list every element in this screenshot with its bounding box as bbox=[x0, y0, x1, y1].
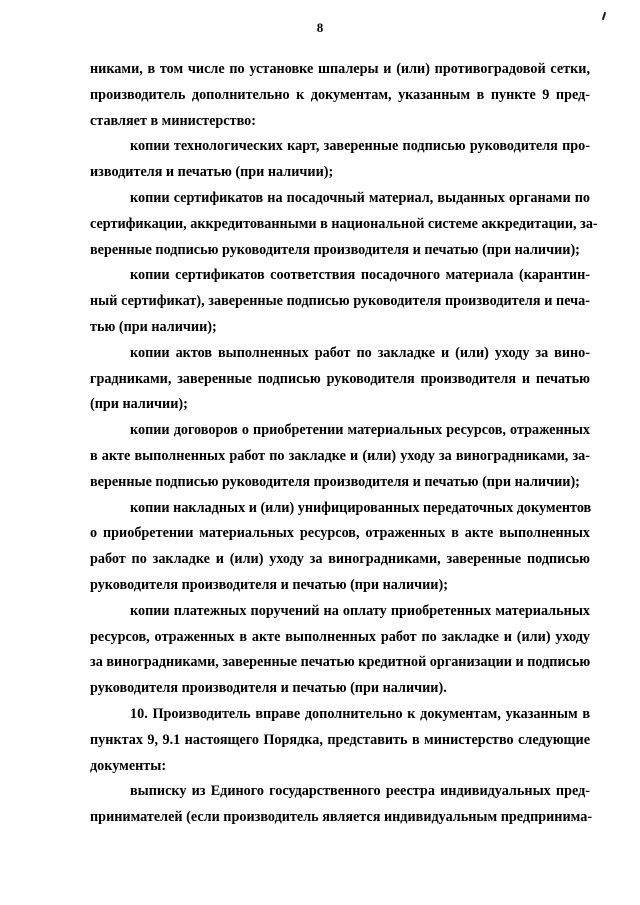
text-line: копии накладных и (или) унифицированных передаточных документов bbox=[130, 499, 592, 516]
text-line: выписку из Единого государственного реестра индивидуальных пред- bbox=[130, 783, 590, 800]
text-line: копии сертификатов на посадочный материал, выданных органами по bbox=[130, 189, 590, 206]
text-line: копии технологических карт, заверенные подписью руководителя про- bbox=[130, 138, 590, 155]
text-line: пунктах 9, 9.1 настоящего Порядка, представить в министерство следующие bbox=[90, 731, 590, 748]
text-line: изводителя и печатью (при наличии); bbox=[90, 164, 334, 181]
text-line: никами, в том числе по установке шпалеры и (или) противоградовой сетки, bbox=[90, 61, 590, 77]
text-line: работ по закладке и (или) уходу за виноградниками, заверенные подписью bbox=[90, 551, 590, 568]
text-line: тью (при наличии); bbox=[90, 318, 217, 335]
scan-artifact-mark bbox=[602, 12, 606, 20]
text-line: сертификации, аккредитованными в национальной системе аккредитации, за- bbox=[90, 215, 598, 232]
text-line: в акте выполненных работ по закладке и (или) уходу за виноградниками, за- bbox=[90, 447, 590, 464]
text-line: ный сертификат), заверенные подписью руководителя производителя и печа- bbox=[90, 293, 590, 310]
text-line: ставляет в министерство: bbox=[90, 112, 256, 129]
text-line: за виноградниками, заверенные печатью кредитной организации и подписью bbox=[90, 654, 591, 671]
text-line: принимателей (если производитель является индивидуальным предпринима- bbox=[90, 809, 593, 826]
text-line: производитель дополнительно к документам, указанным в пункте 9 пред- bbox=[90, 86, 590, 103]
text-line: веренные подписью руководителя производителя и печатью (при наличии); bbox=[90, 241, 580, 258]
text-line: ресурсов, отраженных в акте выполненных работ по закладке и (или) уходу bbox=[90, 628, 590, 645]
text-line: копии сертификатов соответствия посадочного материала (карантин- bbox=[130, 267, 590, 284]
text-line: документы: bbox=[90, 757, 167, 774]
document-body bbox=[90, 57, 598, 831]
page-number: 8 bbox=[316, 20, 324, 35]
text-line: (при наличии); bbox=[90, 396, 188, 413]
text-line: 10. Производитель вправе дополнительно к документам, указанным в bbox=[130, 705, 590, 722]
text-line: руководителя производителя и печатью (при наличии); bbox=[90, 576, 448, 593]
text-line: руководителя производителя и печатью (при наличии). bbox=[90, 680, 447, 697]
text-line: о приобретении материальных ресурсов, отраженных в акте выполненных bbox=[90, 525, 590, 542]
text-line: градниками, заверенные подписью руководителя производителя и печатью bbox=[90, 370, 590, 387]
text-line: копии актов выполненных работ по закладке и (или) уходу за вино- bbox=[130, 344, 590, 361]
text-line: копии платежных поручений на оплату приобретенных материальных bbox=[130, 602, 590, 619]
text-line: веренные подписью руководителя производителя и печатью (при наличии); bbox=[90, 473, 580, 490]
text-line: копии договоров о приобретении материальных ресурсов, отраженных bbox=[130, 422, 590, 439]
